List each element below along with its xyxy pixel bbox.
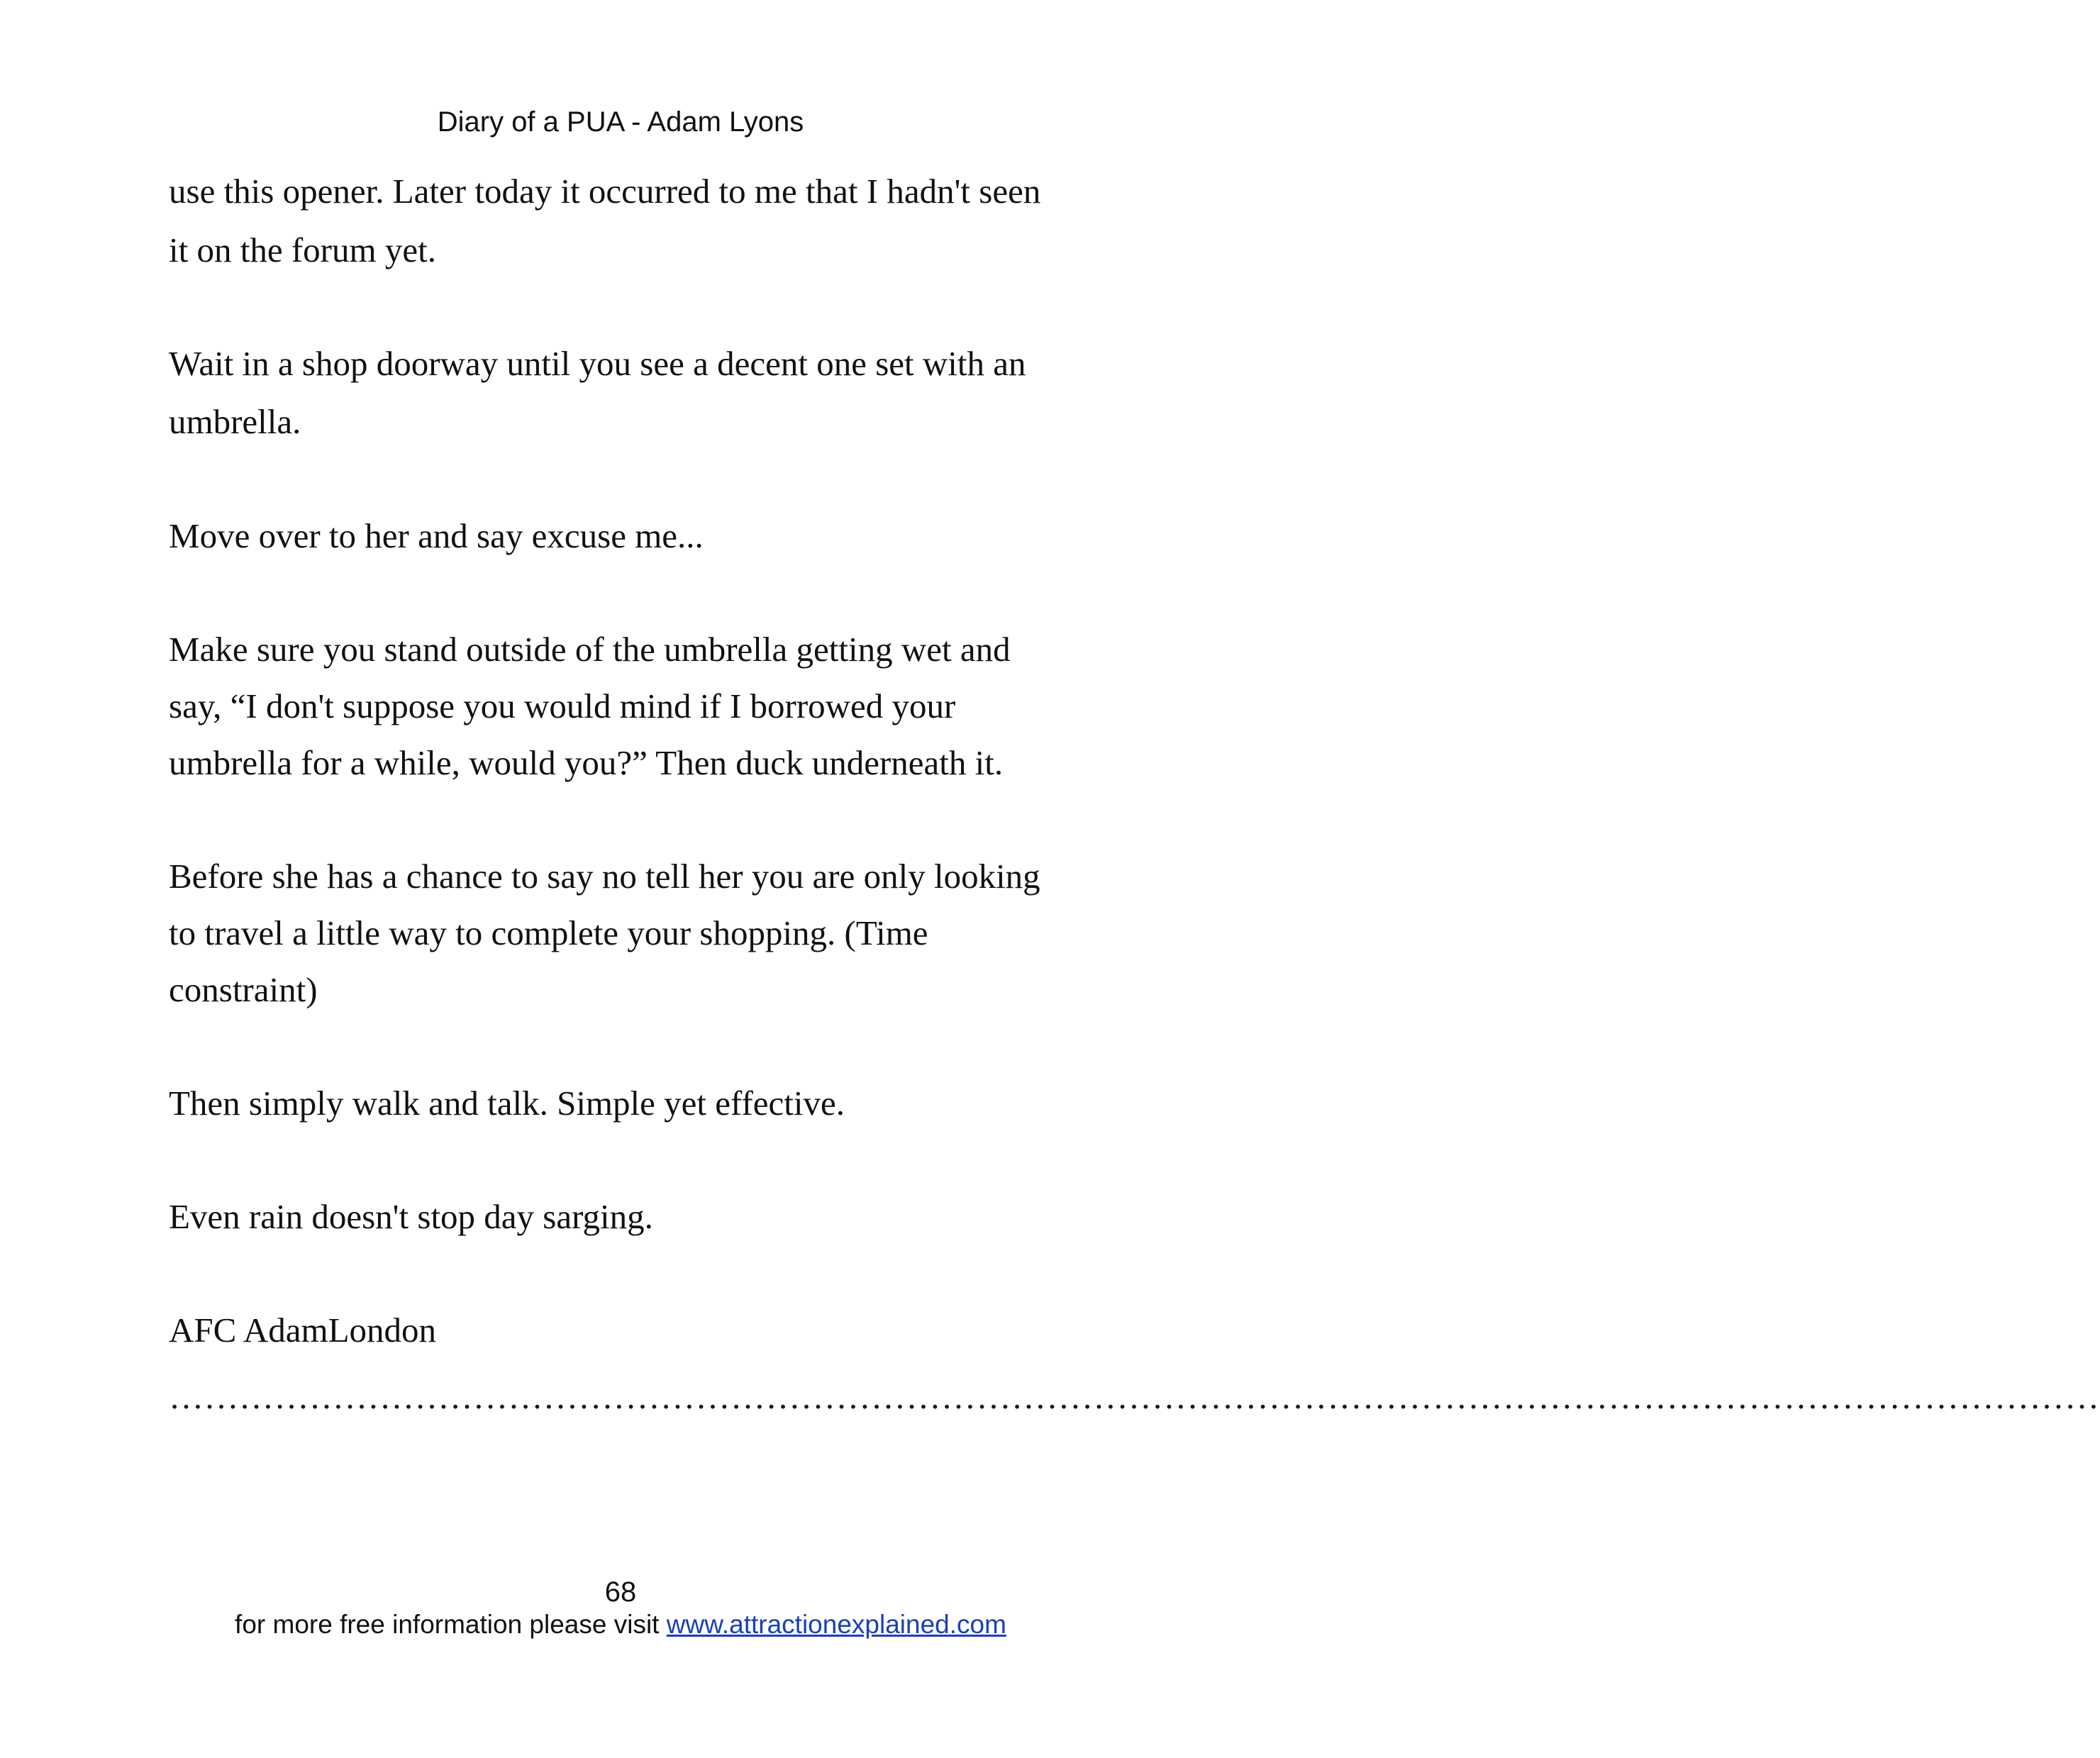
dotted-separator: ………………………………………………………………………………………………………………………………………………… bbox=[169, 1377, 2100, 1416]
paragraph-7-line-1: Even rain doesn't stop day sarging. bbox=[169, 1197, 653, 1236]
paragraph-1-line-1: use this opener. Later today it occurred to me that I hadn't seen bbox=[169, 172, 1041, 211]
page-number: 68 bbox=[604, 1576, 637, 1608]
paragraph-1-line-2: it on the forum yet. bbox=[169, 230, 436, 269]
paragraph-5-line-2: to travel a little way to complete your shopping. (Time bbox=[169, 913, 928, 952]
paragraph-5-line-1: Before she has a chance to say no tell her you are only looking bbox=[169, 857, 1040, 896]
paragraph-6-line-1: Then simply walk and talk. Simple yet effective. bbox=[169, 1084, 845, 1123]
footer-text: for more free information please visit bbox=[235, 1610, 667, 1639]
paragraph-4-line-3: umbrella for a while, would you?” Then duck underneath it. bbox=[169, 743, 1004, 782]
header-title: Diary of a PUA - Adam Lyons bbox=[437, 106, 804, 138]
paragraph-4-line-1: Make sure you stand outside of the umbrella getting wet and bbox=[169, 630, 1011, 669]
footer-link[interactable]: www.attractionexplained.com bbox=[666, 1610, 1006, 1639]
paragraph-4-line-2: say, “I don't suppose you would mind if I borrowed your bbox=[169, 686, 956, 725]
page-header bbox=[0, 104, 1241, 140]
page-footer bbox=[0, 1607, 1241, 1642]
paragraph-5-line-3: constraint) bbox=[169, 970, 318, 1009]
paragraph-2-line-2: umbrella. bbox=[169, 402, 301, 441]
signature-line: AFC AdamLondon bbox=[169, 1311, 437, 1350]
paragraph-2-line-1: Wait in a shop doorway until you see a decent one set with an bbox=[169, 344, 1026, 383]
paragraph-3-line-1: Move over to her and say excuse me... bbox=[169, 516, 704, 555]
